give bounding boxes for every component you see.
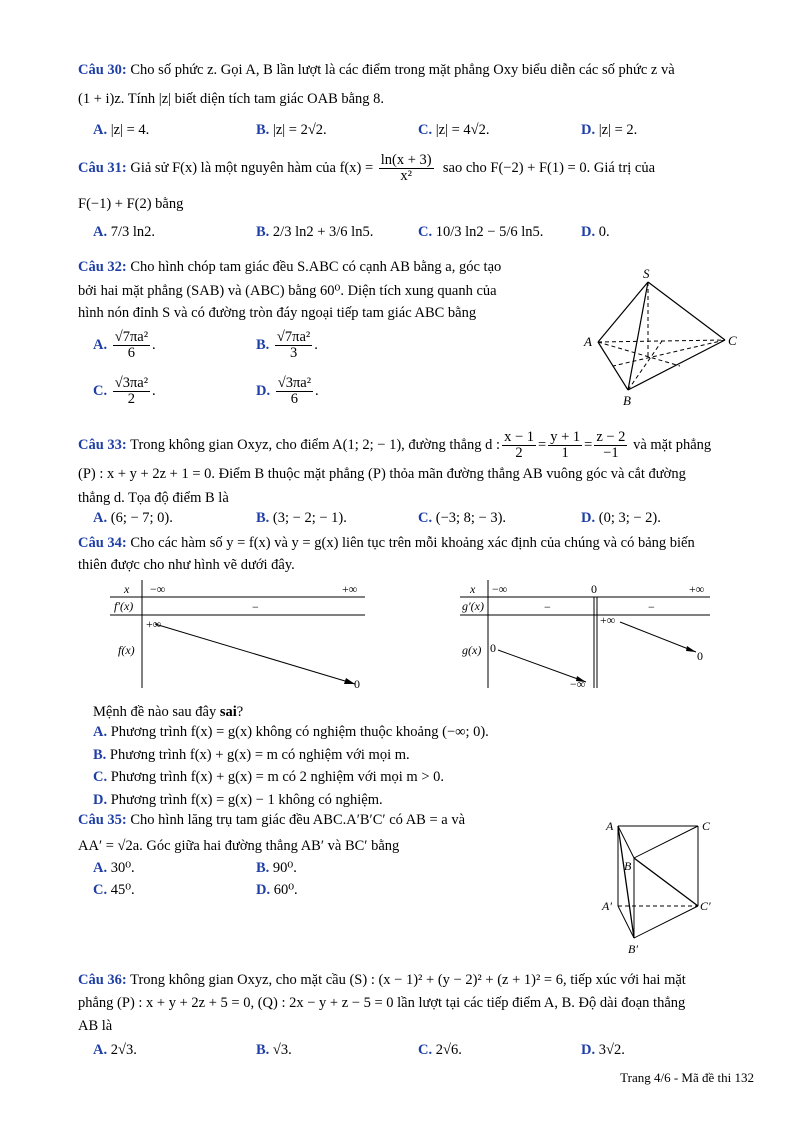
q30-option-d[interactable]: D. |z| = 2.: [581, 122, 638, 138]
q35-option-b[interactable]: B. 90⁰.: [256, 860, 297, 876]
tg-g: g(x): [462, 643, 482, 657]
q33-option-c[interactable]: C. (−3; 8; − 3).: [418, 510, 507, 526]
tg-x: x: [470, 582, 476, 596]
q35-option-a[interactable]: A. 30⁰.: [93, 860, 135, 876]
tf-fps: −: [252, 600, 259, 614]
q33-line1: Câu 33: Trong không gian Oxyz, cho điểm A(1; 2; − 1), đường thẳng d : $\frac{x - 1}{2}$ = $\frac{y + 1}{1}$ = $\frac{z - 2}{-1}$ và mặt phẳng: [78, 429, 712, 462]
q36-text3: AB là: [78, 1018, 113, 1034]
prism-label-c1: C′: [700, 899, 711, 913]
q30-text2: (1 + i)z. Tính |z| biết diện tích tam giác OAB bằng 8.: [78, 91, 385, 107]
q30-option-c[interactable]: C. |z| = 4√2.: [418, 122, 490, 138]
tf-fp: f′(x): [114, 599, 134, 613]
q31-option-c[interactable]: C. 10/3 ln2 − 5/6 ln5.: [418, 224, 544, 240]
q32-option-c[interactable]: C. $\frac{\text{√3πa²}}{2}$ .: [93, 375, 156, 408]
q36-option-c[interactable]: C. 2√6.: [418, 1042, 462, 1058]
q34-line1: Câu 34: Cho các hàm số y = f(x) và y = g(x) liên tục trên mỗi khoảng xác định của chúng và có bảng biến: [78, 535, 695, 551]
q32-option-a[interactable]: A. $\frac{\text{√7πa²}}{6}$ .: [93, 329, 156, 362]
q32-option-b[interactable]: B. $\frac{\text{√7πa²}}{3}$ .: [256, 329, 318, 362]
q31-label: Câu 31:: [78, 160, 127, 177]
q30-text1: Cho số phức z. Gọi A, B lần lượt là các điểm trong mặt phẳng Oxy biểu diễn các số phức z và: [130, 62, 675, 78]
prism-label-b: B: [624, 859, 632, 873]
prism-label-c: C: [702, 819, 711, 833]
q30-line1: [78, 62, 675, 79]
tf-xr: +∞: [342, 582, 358, 596]
tg-g1: 0: [490, 641, 496, 655]
q31-line1: Câu 31: Giả sử F(x) là một nguyên hàm của f(x) = $\frac{\ln(x + 3)}{\text{x²}}$ sao cho F(−2) + F(1) = 0. Giá trị của: [78, 152, 656, 185]
q34-text2: thiên được cho như hình vẽ dưới đây.: [78, 557, 295, 573]
prism-label-b1: B′: [628, 942, 638, 956]
tg-gps2: −: [648, 600, 655, 614]
q36-option-a[interactable]: A. 2√3.: [93, 1042, 137, 1058]
variation-table-f: [110, 580, 365, 690]
q32-option-d[interactable]: D. $\frac{\text{√3πa²}}{6}$ .: [256, 375, 319, 408]
tg-gp: g′(x): [462, 599, 484, 613]
page-footer: Trang 4/6 - Mã đề thi 132: [620, 1070, 754, 1085]
tf-xl: −∞: [150, 582, 166, 596]
q30-option-a[interactable]: A. |z| = 4.: [93, 122, 150, 138]
tf-f: f(x): [118, 643, 135, 657]
tg-xr: +∞: [689, 582, 705, 596]
q36-text2: phẳng (P) : x + y + 2z + 5 = 0, (Q) : 2x − y + z − 5 = 0 lần lượt tại các tiếp điểm A, B. Độ dài đoạn thẳng: [78, 995, 686, 1011]
prism-figure: [598, 810, 728, 960]
q34-label: Câu 34:: [78, 535, 127, 551]
q30-label: Câu 30:: [78, 62, 127, 78]
pyramid-figure: [580, 262, 750, 412]
variation-table-g: [460, 580, 715, 690]
q34-option-b[interactable]: B. Phương trình f(x) + g(x) = m có nghiệm với mọi m.: [93, 747, 410, 763]
q33-option-a[interactable]: A. (6; − 7; 0).: [93, 510, 173, 526]
q31-fraction: $\frac{\ln(x + 3)}{\text{x²}}$: [380, 152, 432, 185]
q33-option-b[interactable]: B. (3; − 2; − 1).: [256, 510, 347, 526]
q30-option-b[interactable]: B. |z| = 2√2.: [256, 122, 327, 138]
prism-label-a1: A′: [602, 899, 612, 913]
prism-label-a: A: [606, 819, 614, 833]
q35-label: Câu 35:: [78, 812, 127, 828]
q35-option-d[interactable]: D. 60⁰.: [256, 882, 298, 898]
q35-line1: Câu 35: Cho hình lăng trụ tam giác đều ABC.A′B′C′ có AB = a và: [78, 812, 466, 828]
q34-stem: Mệnh đề nào sau đây sai?: [93, 704, 244, 720]
pyramid-label-a: A: [584, 334, 592, 349]
q32-label: Câu 32:: [78, 259, 127, 275]
q32-text2: bởi hai mặt phẳng (SAB) và (ABC) bằng 60⁰. Diện tích xung quanh của: [78, 283, 497, 299]
tg-gps1: −: [544, 600, 551, 614]
pyramid-label-c: C: [728, 333, 737, 348]
q32-line1: Câu 32: Cho hình chóp tam giác đều S.ABC có cạnh AB bằng a, góc tạo: [78, 259, 502, 275]
q33-text2: (P) : x + y + 2z + 1 = 0. Điểm B thuộc mặt phẳng (P) thỏa mãn đường thẳng AB vuông góc và cắt đường: [78, 466, 686, 482]
q33-option-d[interactable]: D. (0; 3; − 2).: [581, 510, 661, 526]
tg-g3: +∞: [600, 613, 616, 627]
q32-text3: hình nón đỉnh S và có đường tròn đáy ngoại tiếp tam giác ABC bằng: [78, 305, 477, 321]
q36-option-d[interactable]: D. 3√2.: [581, 1042, 625, 1058]
q31-option-a[interactable]: A. 7/3 ln2.: [93, 224, 156, 240]
q36-line1: Câu 36: Trong không gian Oxyz, cho mặt cầu (S) : (x − 1)² + (y − 2)² + (z + 1)² = 6, tiếp xúc với hai mặt: [78, 972, 686, 988]
q35-option-c[interactable]: C. 45⁰.: [93, 882, 135, 898]
tf-x: x: [124, 582, 130, 596]
q33-label: Câu 33:: [78, 437, 127, 454]
q31-text2: F(−1) + F(2) bằng: [78, 196, 184, 212]
q34-option-c[interactable]: C. Phương trình f(x) + g(x) = m có 2 nghiệm với mọi m > 0.: [93, 769, 445, 785]
q31-option-b[interactable]: B. 2/3 ln2 + 3/6 ln5.: [256, 224, 374, 240]
tg-g2: −∞: [570, 677, 586, 690]
q36-option-b[interactable]: B. √3.: [256, 1042, 292, 1058]
tf-fbot: 0: [354, 677, 360, 690]
tf-ftop: +∞: [146, 617, 162, 631]
q34-option-d[interactable]: D. Phương trình f(x) = g(x) − 1 không có nghiệm.: [93, 792, 383, 808]
q33-text3: thẳng d. Tọa độ điểm B là: [78, 490, 229, 506]
q31-option-d[interactable]: D. 0.: [581, 224, 610, 240]
q34-option-a[interactable]: A. Phương trình f(x) = g(x) không có nghiệm thuộc khoảng (−∞; 0).: [93, 724, 489, 740]
pyramid-label-b: B: [623, 393, 631, 408]
tg-g4: 0: [697, 649, 703, 663]
q35-text2: AA′ = √2a. Góc giữa hai đường thẳng AB′ và BC′ bằng: [78, 838, 400, 854]
q36-label: Câu 36:: [78, 972, 127, 988]
pyramid-label-s: S: [643, 266, 650, 281]
tg-xl: −∞: [492, 582, 508, 596]
tg-xm: 0: [591, 582, 597, 596]
